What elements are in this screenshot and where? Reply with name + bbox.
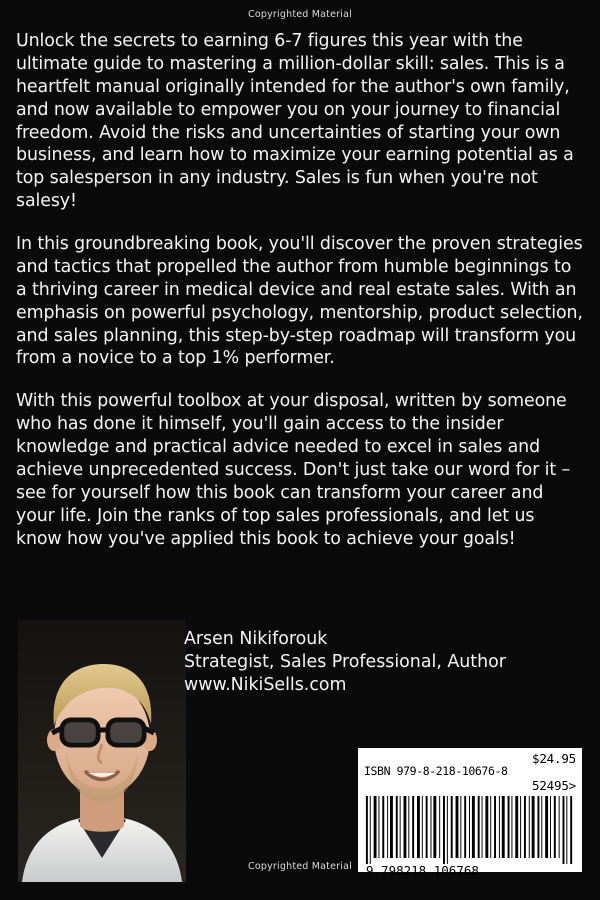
barcode-bars-icon bbox=[364, 796, 576, 864]
blurb-paragraph-3: With this powerful toolbox at your disposal, written by someone who has done it himself, you'll gain access to the insider knowledge and practical advice needed to excel in sales and achieve unprecedented success. Don't just take our word for it – see for yourself how this book can transform your career and your life. Join the ranks of top sales professionals, and let us know how you've applied this book to achieve your goals! bbox=[16, 391, 571, 549]
blurb-paragraph-1: Unlock the secrets to earning 6-7 figures this year with the ultimate guide to mastering a million-dollar skill: sales. This is a heartfelt manual originally intended for the author's own family, and now available to empower you on your journey to financial freedom. Avoid the risks and uncertainties of starting your own business, and learn how to maximize your earning potential as a top salesperson in any industry. Sales is fun when you're not salesy! bbox=[16, 31, 574, 212]
ean-digits-label: 9 798218 106768 bbox=[366, 863, 479, 879]
price-label: $24.95 bbox=[532, 751, 576, 766]
isbn-label: ISBN 979-8-218-10676-8 bbox=[364, 764, 508, 779]
author-credit bbox=[184, 628, 506, 697]
author-website[interactable]: www.NikiSells.com bbox=[184, 675, 347, 696]
blurb-text bbox=[16, 30, 584, 550]
author-name: Arsen Nikiforouk bbox=[184, 629, 328, 649]
blurb-paragraph-2: In this groundbreaking book, you'll discover the proven strategies and tactics that propelled the author from humble beginnings to a thriving career in medical device and real estate sales. With an emphasis on powerful psychology, mentorship, product selection, and sales planning, this step-by-step roadmap will transform you from a novice to a top 1% performer. bbox=[16, 234, 583, 369]
author-portrait-image bbox=[18, 620, 186, 882]
copyright-notice-bottom: Copyrighted Material bbox=[248, 861, 352, 872]
author-portrait bbox=[18, 620, 186, 882]
ean-supplement-label: 52495> bbox=[532, 778, 576, 794]
barcode-block bbox=[358, 748, 582, 879]
copyright-notice-top: Copyrighted Material bbox=[248, 9, 352, 20]
author-title: Strategist, Sales Professional, Author bbox=[184, 652, 506, 673]
